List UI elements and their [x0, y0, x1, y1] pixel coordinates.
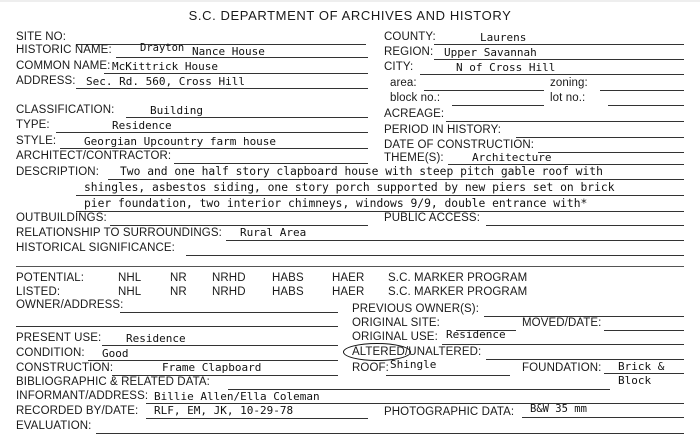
historic-name-label: HISTORIC NAME: [16, 44, 112, 56]
acreage-label: ACREAGE: [384, 108, 445, 120]
potential-haer: HAER [332, 272, 365, 284]
style-label: STYLE: [16, 135, 57, 147]
date-construction-line [538, 152, 684, 153]
roof-line [386, 375, 510, 376]
region-value: Upper Savannah [444, 46, 537, 59]
construction-label: CONSTRUCTION: [16, 362, 114, 374]
owner-line-2 [16, 326, 338, 327]
condition-label: CONDITION: [16, 347, 85, 359]
listed-nr: NR [170, 286, 187, 298]
recorded-value: RLF, EM, JK, 10-29-78 [154, 404, 294, 417]
original-use-line [442, 344, 684, 345]
theme-label: THEME(S): [384, 152, 444, 164]
listed-habs: HABS [272, 286, 304, 298]
altered-label: ALTERED [352, 346, 405, 358]
potential-habs: HABS [272, 272, 304, 284]
original-use-value: Residence [446, 328, 506, 341]
city-label: CITY: [384, 61, 414, 73]
style-value: Georgian Upcountry farm house [84, 135, 277, 148]
date-construction-label: DATE OF CONSTRUCTION: [384, 139, 535, 151]
description-rule-3 [76, 211, 684, 212]
lot-no-line [608, 105, 684, 106]
classification-label: CLASSIFICATION: [16, 104, 115, 116]
present-use-label: PRESENT USE: [16, 332, 102, 344]
present-use-line [102, 345, 338, 346]
form-title: S.C. DEPARTMENT OF ARCHIVES AND HISTORY [188, 8, 512, 23]
potential-nr: NR [170, 272, 187, 284]
informant-label: INFORMANT/ADDRESS: [16, 390, 149, 402]
county-value: Laurens [480, 31, 527, 44]
type-label: TYPE: [16, 119, 50, 131]
area-label: area: [390, 77, 417, 89]
original-site-label: ORIGINAL SITE: [352, 317, 440, 329]
area-line [424, 90, 544, 91]
foundation-value-1: Brick & [618, 360, 665, 373]
condition-value: Good [102, 347, 129, 360]
recorded-label: RECORDED BY/DATE: [16, 405, 139, 417]
section-divider [16, 266, 684, 267]
relationship-value: Rural Area [240, 226, 307, 239]
zoning-line [600, 90, 684, 91]
region-line [434, 59, 684, 60]
historic-name-line [116, 57, 368, 58]
potential-label: POTENTIAL: [16, 272, 85, 284]
unaltered-label: /UNALTERED: [405, 346, 482, 358]
lot-no-label: lot no.: [550, 92, 586, 104]
common-name-value: McKittrick House [112, 60, 218, 73]
zoning-label: zoning: [550, 77, 588, 89]
city-line [420, 74, 684, 75]
common-name-label: COMMON NAME: [16, 60, 111, 72]
potential-nrhd: NRHD [212, 272, 246, 284]
listed-label: LISTED: [16, 286, 61, 298]
present-use-value: Residence [126, 332, 186, 345]
significance-line [186, 255, 684, 256]
photographic-label: PHOTOGRAPHIC DATA: [384, 406, 515, 418]
previous-owner-label: PREVIOUS OWNER(S): [352, 303, 480, 315]
recorded-line [146, 418, 368, 419]
photographic-line [522, 417, 684, 418]
county-line [434, 44, 684, 45]
description-rule-1 [108, 179, 684, 180]
common-name-line [104, 73, 368, 74]
owner-label: OWNER/ADDRESS: [16, 299, 124, 311]
period-label: PERIOD IN HISTORY: [384, 124, 502, 136]
moved-date-line [604, 330, 684, 331]
listed-haer: HAER [332, 286, 365, 298]
theme-value: Architecture [472, 151, 552, 164]
description-line-1: Two and one half story clapboard house with steep pitch gable roof with [120, 165, 603, 178]
foundation-label: FOUNDATION: [522, 362, 602, 374]
potential-nhl: NHL [118, 272, 142, 284]
historic-name-value: Nance House [192, 45, 265, 58]
original-use-label: ORIGINAL USE: [352, 331, 438, 343]
county-label: COUNTY: [384, 31, 436, 43]
style-line [60, 148, 368, 149]
construction-value: Frame Clapboard [162, 361, 262, 374]
description-line-2: shingles, asbestos siding, one story porch supported by new piers set on brick [84, 181, 615, 194]
foundation-value-2: Block [618, 374, 652, 387]
city-value: N of Cross Hill [456, 61, 556, 74]
region-label: REGION: [384, 46, 434, 58]
roof-value: Shingle [390, 358, 437, 371]
site-no-label: SITE NO: [16, 31, 67, 43]
top-edge [0, 0, 700, 2]
historic-name-struck-value: Drayton [140, 42, 185, 54]
listed-marker: S.C. MARKER PROGRAM [388, 286, 528, 298]
outbuildings-label: OUTBUILDINGS: [16, 212, 107, 224]
informant-value: Billie Allen/Ella Coleman [154, 390, 320, 403]
evaluation-label: EVALUATION: [16, 420, 92, 432]
type-value: Residence [112, 119, 172, 132]
foundation-line [604, 373, 684, 374]
evaluation-line [96, 433, 684, 434]
relationship-line [226, 240, 684, 241]
significance-label: HISTORICAL SIGNIFICANCE: [16, 242, 175, 254]
acreage-line [446, 121, 684, 122]
bibliographic-label: BIBLIOGRAPHIC & RELATED DATA: [16, 376, 210, 388]
owner-line-1 [120, 312, 338, 313]
relationship-label: RELATIONSHIP TO SURROUNDINGS: [16, 227, 222, 239]
block-no-label: block no.: [390, 92, 441, 104]
address-label: ADDRESS: [16, 75, 76, 87]
block-no-line [452, 105, 544, 106]
period-line [516, 137, 684, 138]
public-access-line [486, 225, 684, 226]
description-label: DESCRIPTION: [16, 166, 99, 178]
architect-line [174, 163, 368, 164]
description-rule-2 [76, 195, 684, 196]
potential-marker: S.C. MARKER PROGRAM [388, 272, 528, 284]
photographic-value: B&W 35 mm [530, 403, 587, 415]
public-access-label: PUBLIC ACCESS: [384, 212, 480, 224]
listed-nhl: NHL [118, 286, 142, 298]
listed-nrhd: NRHD [212, 286, 246, 298]
address-value: Sec. Rd. 560, Cross Hill [86, 75, 245, 88]
address-line [76, 88, 368, 89]
type-line [56, 132, 368, 133]
classification-line [126, 117, 368, 118]
description-line-3: pier foundation, two interior chimneys, windows 9/9, double entrance with* [84, 197, 588, 210]
classification-value: Building [150, 104, 203, 117]
outbuildings-line [110, 225, 368, 226]
architect-label: ARCHITECT/CONTRACTOR: [16, 150, 172, 162]
moved-date-label: MOVED/DATE: [522, 317, 602, 329]
roof-label: ROOF: [352, 362, 389, 374]
